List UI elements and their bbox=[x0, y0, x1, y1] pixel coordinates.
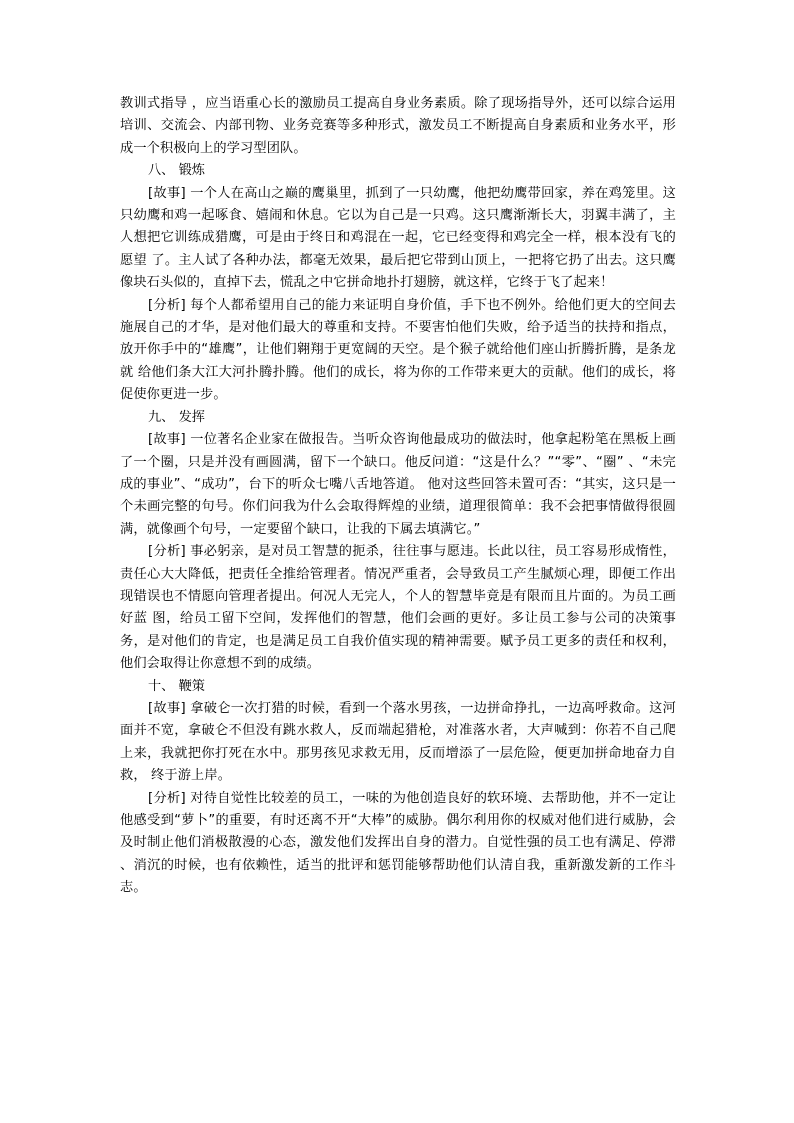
document-page bbox=[120, 93, 676, 900]
analysis-paragraph-10: [分析] 对待自觉性比较差的员工，一味的为他创造良好的软环境、去帮助他，并不一定让他感受到“萝卜”的重要，有时还离不开“大棒”的威胁。偶尔利用你的权威对他们进行威胁，会及时制止他们消极散漫的心态，激发他们发挥出自身的潜力。自觉性强的员工也有满足、停滞 、消沉的时候，也有依赖性，适当的批评和惩罚能够帮助他们认清自我，重新激发新的工作斗志。 bbox=[120, 790, 676, 896]
analysis-paragraph-9: [分析] 事必躬亲，是对员工智慧的扼杀，往往事与愿违。长此以往，员工容易形成惰性，责任心大大降低，把责任全推给管理者。情况严重者，会导致员工产生腻烦心理，即便工作出现错误也不情愿向管理者提出。何况人无完人，个人的智慧毕竟是有限而且片面的。为员工画好蓝 图，给员工留下空间，发挥他们的智慧，他们会画的更好。多让员工参与公司的决策事务，是对他们的肯定，也是满足员工自我价值实现的精神需要。赋予员工更多的责任和权利，他们会取得让你意想不到的成绩。 bbox=[120, 544, 676, 672]
analysis-paragraph-8: [分析] 每个人都希望用自己的能力来证明自身价值，手下也不例外。给他们更大的空间去施展自己的才华，是对他们最大的尊重和支持。不要害怕他们失败，给予适当的扶持和指点，放开你手中的“雄鹰”，让他们翱翔于更宽阔的天空。是个猴子就给他们座山折腾折腾，是条龙就 给他们条大江大河扑腾扑腾。他们的成长，将为你的工作带来更大的贡献。他们的成长，将促使你更进一步。 bbox=[120, 297, 676, 403]
section-heading-9: 九、 发挥 bbox=[148, 409, 205, 425]
intro-paragraph: 教训式指导 ，应当语重心长的激励员工提高自身业务素质。除了现场指导外，还可以综合运用培训、交流会、内部刊物、业务竞赛等多种形式，激发员工不断提高自身素质和业务水平，形成一个积极向上的学习型团队。 bbox=[120, 96, 676, 156]
story-paragraph-10: [故事] 拿破仑一次打猎的时候，看到一个落水男孩，一边拼命挣扎，一边高呼救命。这河面并不宽，拿破仑不但没有跳水救人，反而端起猎枪，对准落水者，大声喊到：你若不自己爬上来，我就把你打死在水中。那男孩见求救无用，反而增添了一层危险，便更加拼命地奋力自救， 终于游上岸。 bbox=[120, 700, 676, 784]
story-paragraph-8: [故事] 一个人在高山之巅的鹰巢里，抓到了一只幼鹰，他把幼鹰带回家，养在鸡笼里。这只幼鹰和鸡一起啄食、嬉闹和休息。它以为自己是一只鸡。这只鹰渐渐长大，羽翼丰满了，主人想把它训练成猎鹰，可是由于终日和鸡混在一起，它已经变得和鸡完全一样，根本没有飞的愿望 了。主人试了各种办法，都毫无效果，最后把它带到山顶上，一把将它扔了出去。这只鹰像块石头似的，直掉下去，慌乱之中它拼命地扑打翅膀，就这样，它终于飞了起来！ bbox=[120, 185, 676, 291]
section-heading-10: 十、 鞭策 bbox=[148, 678, 205, 694]
story-paragraph-9: [故事] 一位著名企业家在做报告。当听众咨询他最成功的做法时，他拿起粉笔在黑板上画了一个圈，只是并没有画圆满，留下一个缺口。他反问道：“这是什么？”“零”、“圈” 、“未完成的事业”、“成功”，台下的听众七嘴八舌地答道。 他对这些回答未置可否：“其实，这只是一个未画完整的句号。你们问我为什么会取得辉煌的业绩，道理很简单：我不会把事情做得很圆满，就像画个句号，一定要留个缺口，让我的下属去填满它。” bbox=[120, 432, 676, 537]
section-heading-8: 八、 锻炼 bbox=[148, 163, 205, 179]
